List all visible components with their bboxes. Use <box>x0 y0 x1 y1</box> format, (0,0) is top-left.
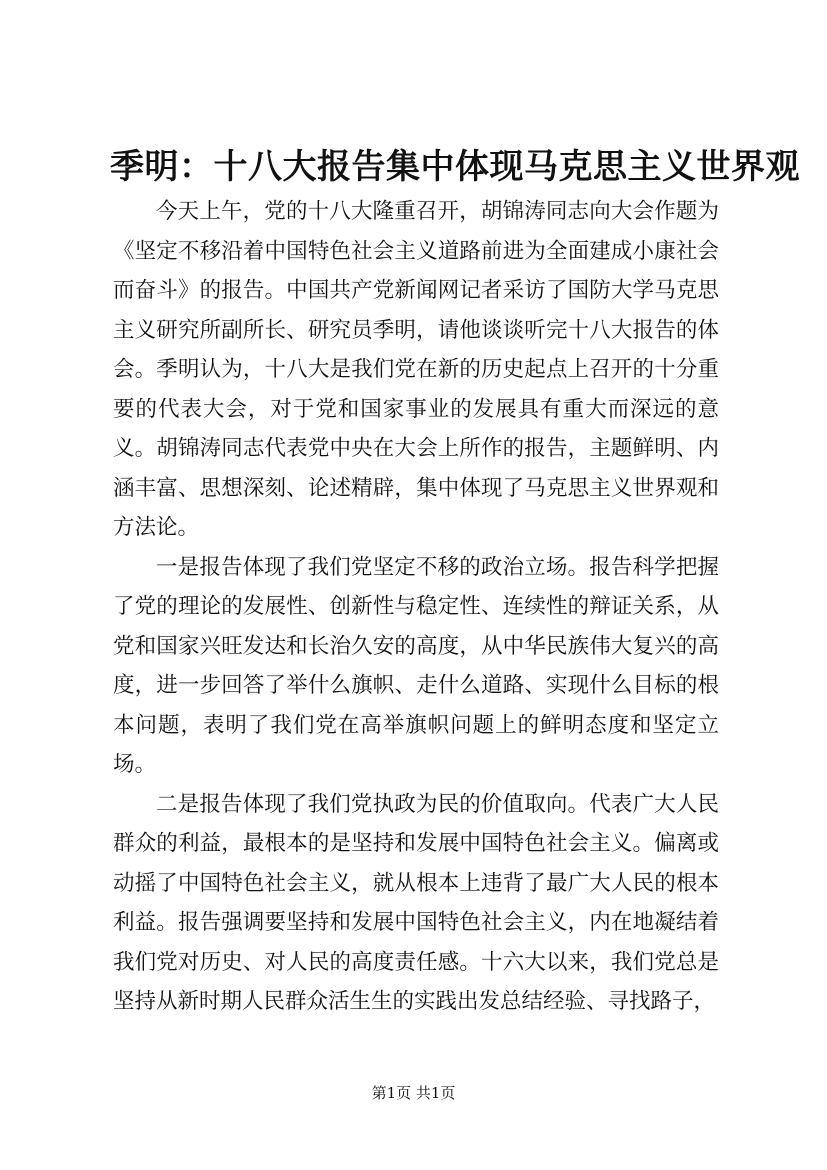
paragraph: 今天上午，党的十八大隆重召开，胡锦涛同志向大会作题为《坚定不移沿着中国特色社会主义道路前进为全面建成小康社会而奋斗》的报告。中国共产党新闻网记者采访了国防大学马克思主义研究所副所长、研究员季明，请他谈谈听完十八大报告的体会。季明认为，十八大是我们党在新的历史起点上召开的十分重要的代表大会，对于党和国家事业的发展具有重大而深远的意义。胡锦涛同志代表党中央在大会上所作的报告，主题鲜明、内涵丰富、思想深刻、论述精辟，集中体现了马克思主义世界观和方法论。 <box>113 199 719 540</box>
paragraph: 二是报告体现了我们党执政为民的价值取向。代表广大人民群众的利益，最根本的是坚持和发展中国特色社会主义。偏离或动摇了中国特色社会主义，就从根本上违背了最广大人民的根本利益。报告强调要坚持和发展中国特色社会主义，内在地凝结着我们党对历史、对人民的高度责任感。十六大以来，我们党总是坚持从新时期人民群众活生生的实践出发总结经验、寻找路子， <box>113 791 719 1014</box>
document-body <box>113 192 719 1022</box>
page-footer: 第1页 共1页 <box>371 1084 456 1102</box>
document-title: 季明：十八大报告集中体现马克思主义世界观 <box>110 147 800 187</box>
paragraph: 一是报告体现了我们党坚定不移的政治立场。报告科学把握了党的理论的发展性、创新性与稳定性、连续性的辩证关系，从党和国家兴旺发达和长治久安的高度，从中华民族伟大复兴的高度，进一步回答了举什么旗帜、走什么道路、实现什么目标的根本问题，表明了我们党在高举旗帜问题上的鲜明态度和坚定立场。 <box>113 554 719 777</box>
